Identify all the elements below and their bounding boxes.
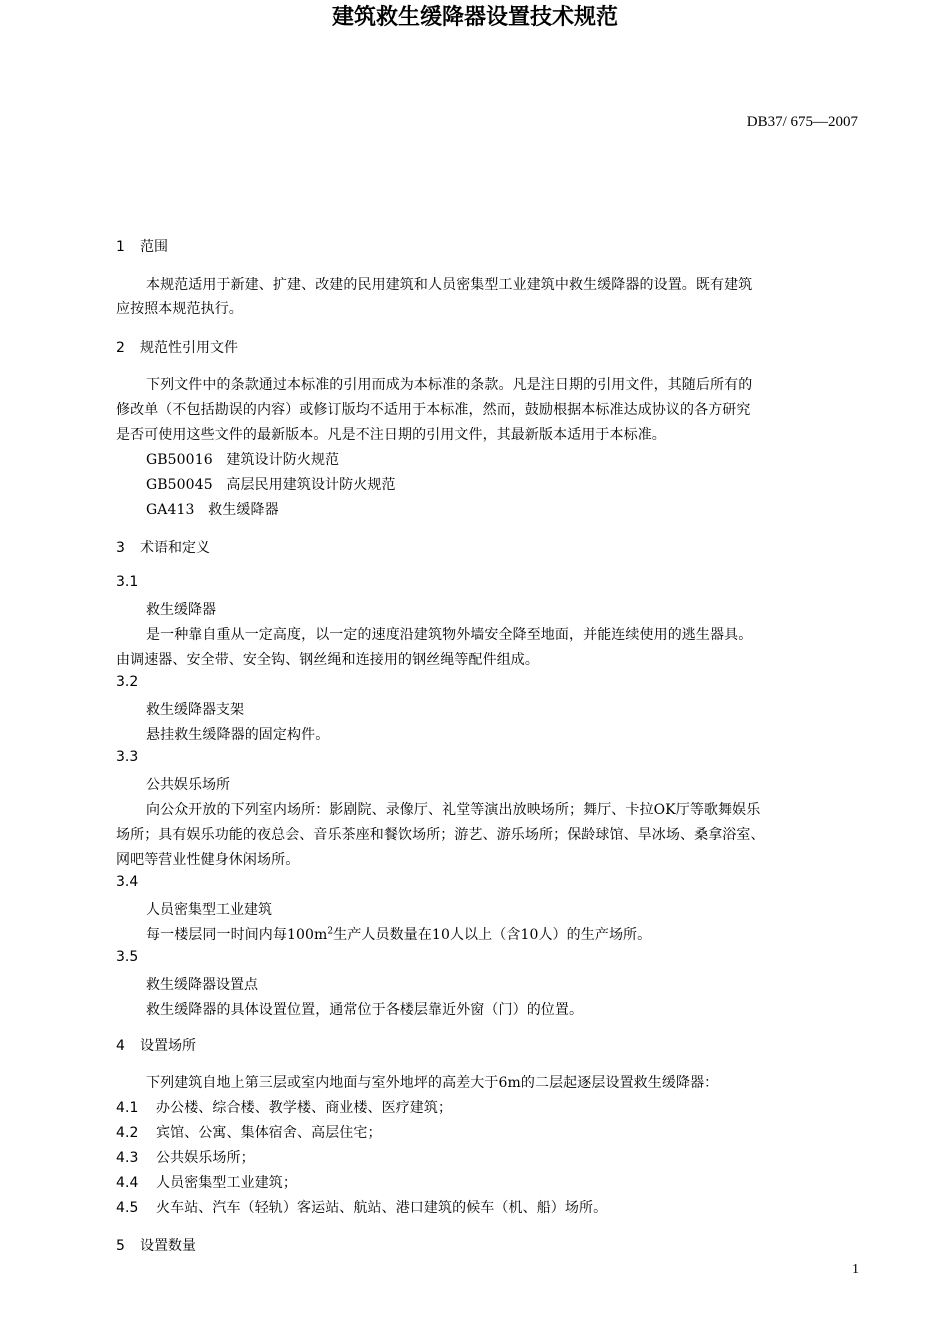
list-text: 公共娱乐场所； — [156, 1150, 255, 1166]
term-name: 公共娱乐场所 — [146, 777, 230, 793]
term-definition: 场所；具有娱乐功能的夜总会、音乐茶座和餐饮场所；游艺、游乐场所；保龄球馆、旱冰场、桑拿浴室、 — [116, 827, 765, 843]
term-definition: 悬挂救生缓降器的固定构件。 — [146, 727, 330, 743]
section-number: 2 — [116, 340, 125, 356]
list-number: 4.5 — [116, 1200, 139, 1216]
list-item — [116, 1197, 607, 1217]
list-item — [116, 1147, 255, 1167]
term-number: 3.3 — [116, 749, 139, 765]
term-number: 3.4 — [116, 874, 139, 890]
term-name: 救生缓降器 — [146, 602, 216, 618]
paragraph-line: 修改单（不包括勘误的内容）或修订版均不适用于本标准，然而，鼓励根据本标准达成协议的各方研究 — [116, 402, 751, 418]
term-definition — [146, 924, 651, 944]
list-text: 宾馆、公寓、集体宿舍、高层住宅； — [156, 1125, 382, 1141]
term-definition: 由调速器、安全带、安全钩、钢丝绳和连接用的钢丝绳等配件组成。 — [116, 652, 539, 668]
section-4-heading — [116, 1035, 196, 1055]
section-title: 设置场所 — [140, 1038, 196, 1054]
section-title: 规范性引用文件 — [140, 340, 238, 356]
reference-item: GB50016 建筑设计防火规范 — [146, 452, 340, 468]
section-3-heading — [116, 537, 210, 557]
list-item — [116, 1097, 452, 1117]
list-number: 4.1 — [116, 1100, 139, 1116]
section-title: 设置数量 — [140, 1238, 196, 1254]
page-number: 1 — [852, 1262, 859, 1277]
term-name: 救生缓降器设置点 — [146, 977, 258, 993]
term-name: 人员密集型工业建筑 — [146, 902, 272, 918]
list-text: 办公楼、综合楼、教学楼、商业楼、医疗建筑； — [156, 1100, 453, 1116]
section-2-heading — [116, 337, 238, 357]
section-number: 1 — [116, 239, 125, 255]
paragraph-line: 下列文件中的条款通过本标准的引用而成为本标准的条款。凡是注日期的引用文件，其随后所有的 — [146, 377, 753, 393]
definition-text: 每一楼层同一时间内每100m — [146, 927, 328, 943]
section-1-heading — [116, 236, 168, 256]
reference-item: GB50045 高层民用建筑设计防火规范 — [146, 477, 396, 493]
list-number: 4.3 — [116, 1150, 139, 1166]
list-text: 火车站、汽车（轻轨）客运站、航站、港口建筑的候车（机、船）场所。 — [156, 1200, 608, 1216]
list-number: 4.4 — [116, 1175, 139, 1191]
document-code: DB37/ 675—2007 — [746, 114, 858, 130]
section-number: 3 — [116, 540, 125, 556]
list-text: 人员密集型工业建筑； — [156, 1175, 297, 1191]
superscript: 2 — [327, 926, 334, 937]
paragraph-line: 下列建筑自地上第三层或室内地面与室外地坪的高差大于6m的二层起逐层设置救生缓降器： — [146, 1075, 719, 1091]
term-definition: 是一种靠自重从一定高度，以一定的速度沿建筑物外墙安全降至地面，并能连续使用的逃生器具。 — [146, 627, 753, 643]
term-number: 3.1 — [116, 574, 139, 590]
term-definition: 网吧等营业性健身休闲场所。 — [116, 852, 300, 868]
term-definition: 救生缓降器的具体设置位置，通常位于各楼层靠近外窗（门）的位置。 — [146, 1002, 584, 1018]
term-number: 3.2 — [116, 674, 139, 690]
list-item — [116, 1122, 382, 1142]
list-item — [116, 1172, 297, 1192]
paragraph-line: 本规范适用于新建、扩建、改建的民用建筑和人员密集型工业建筑中救生缓降器的设置。既有建筑 — [146, 277, 753, 293]
term-number: 3.5 — [116, 949, 139, 965]
definition-text: 生产人员数量在10人以上（含10人）的生产场所。 — [333, 927, 652, 943]
section-title: 范围 — [140, 239, 168, 255]
document-title: 建筑救生缓降器设置技术规范 — [331, 5, 618, 30]
paragraph-line: 应按照本规范执行。 — [116, 301, 243, 317]
reference-item: GA413 救生缓降器 — [146, 502, 279, 518]
paragraph-line: 是否可使用这些文件的最新版本。凡是不注日期的引用文件，其最新版本适用于本标准。 — [116, 427, 666, 443]
list-number: 4.2 — [116, 1125, 139, 1141]
term-name: 救生缓降器支架 — [146, 702, 244, 718]
term-definition: 向公众开放的下列室内场所：影剧院、录像厅、礼堂等演出放映场所；舞厅、卡拉OK厅等歌舞娱乐 — [146, 802, 761, 818]
section-number: 4 — [116, 1038, 125, 1054]
section-5-heading — [116, 1235, 196, 1255]
section-title: 术语和定义 — [140, 540, 210, 556]
section-number: 5 — [116, 1238, 125, 1254]
